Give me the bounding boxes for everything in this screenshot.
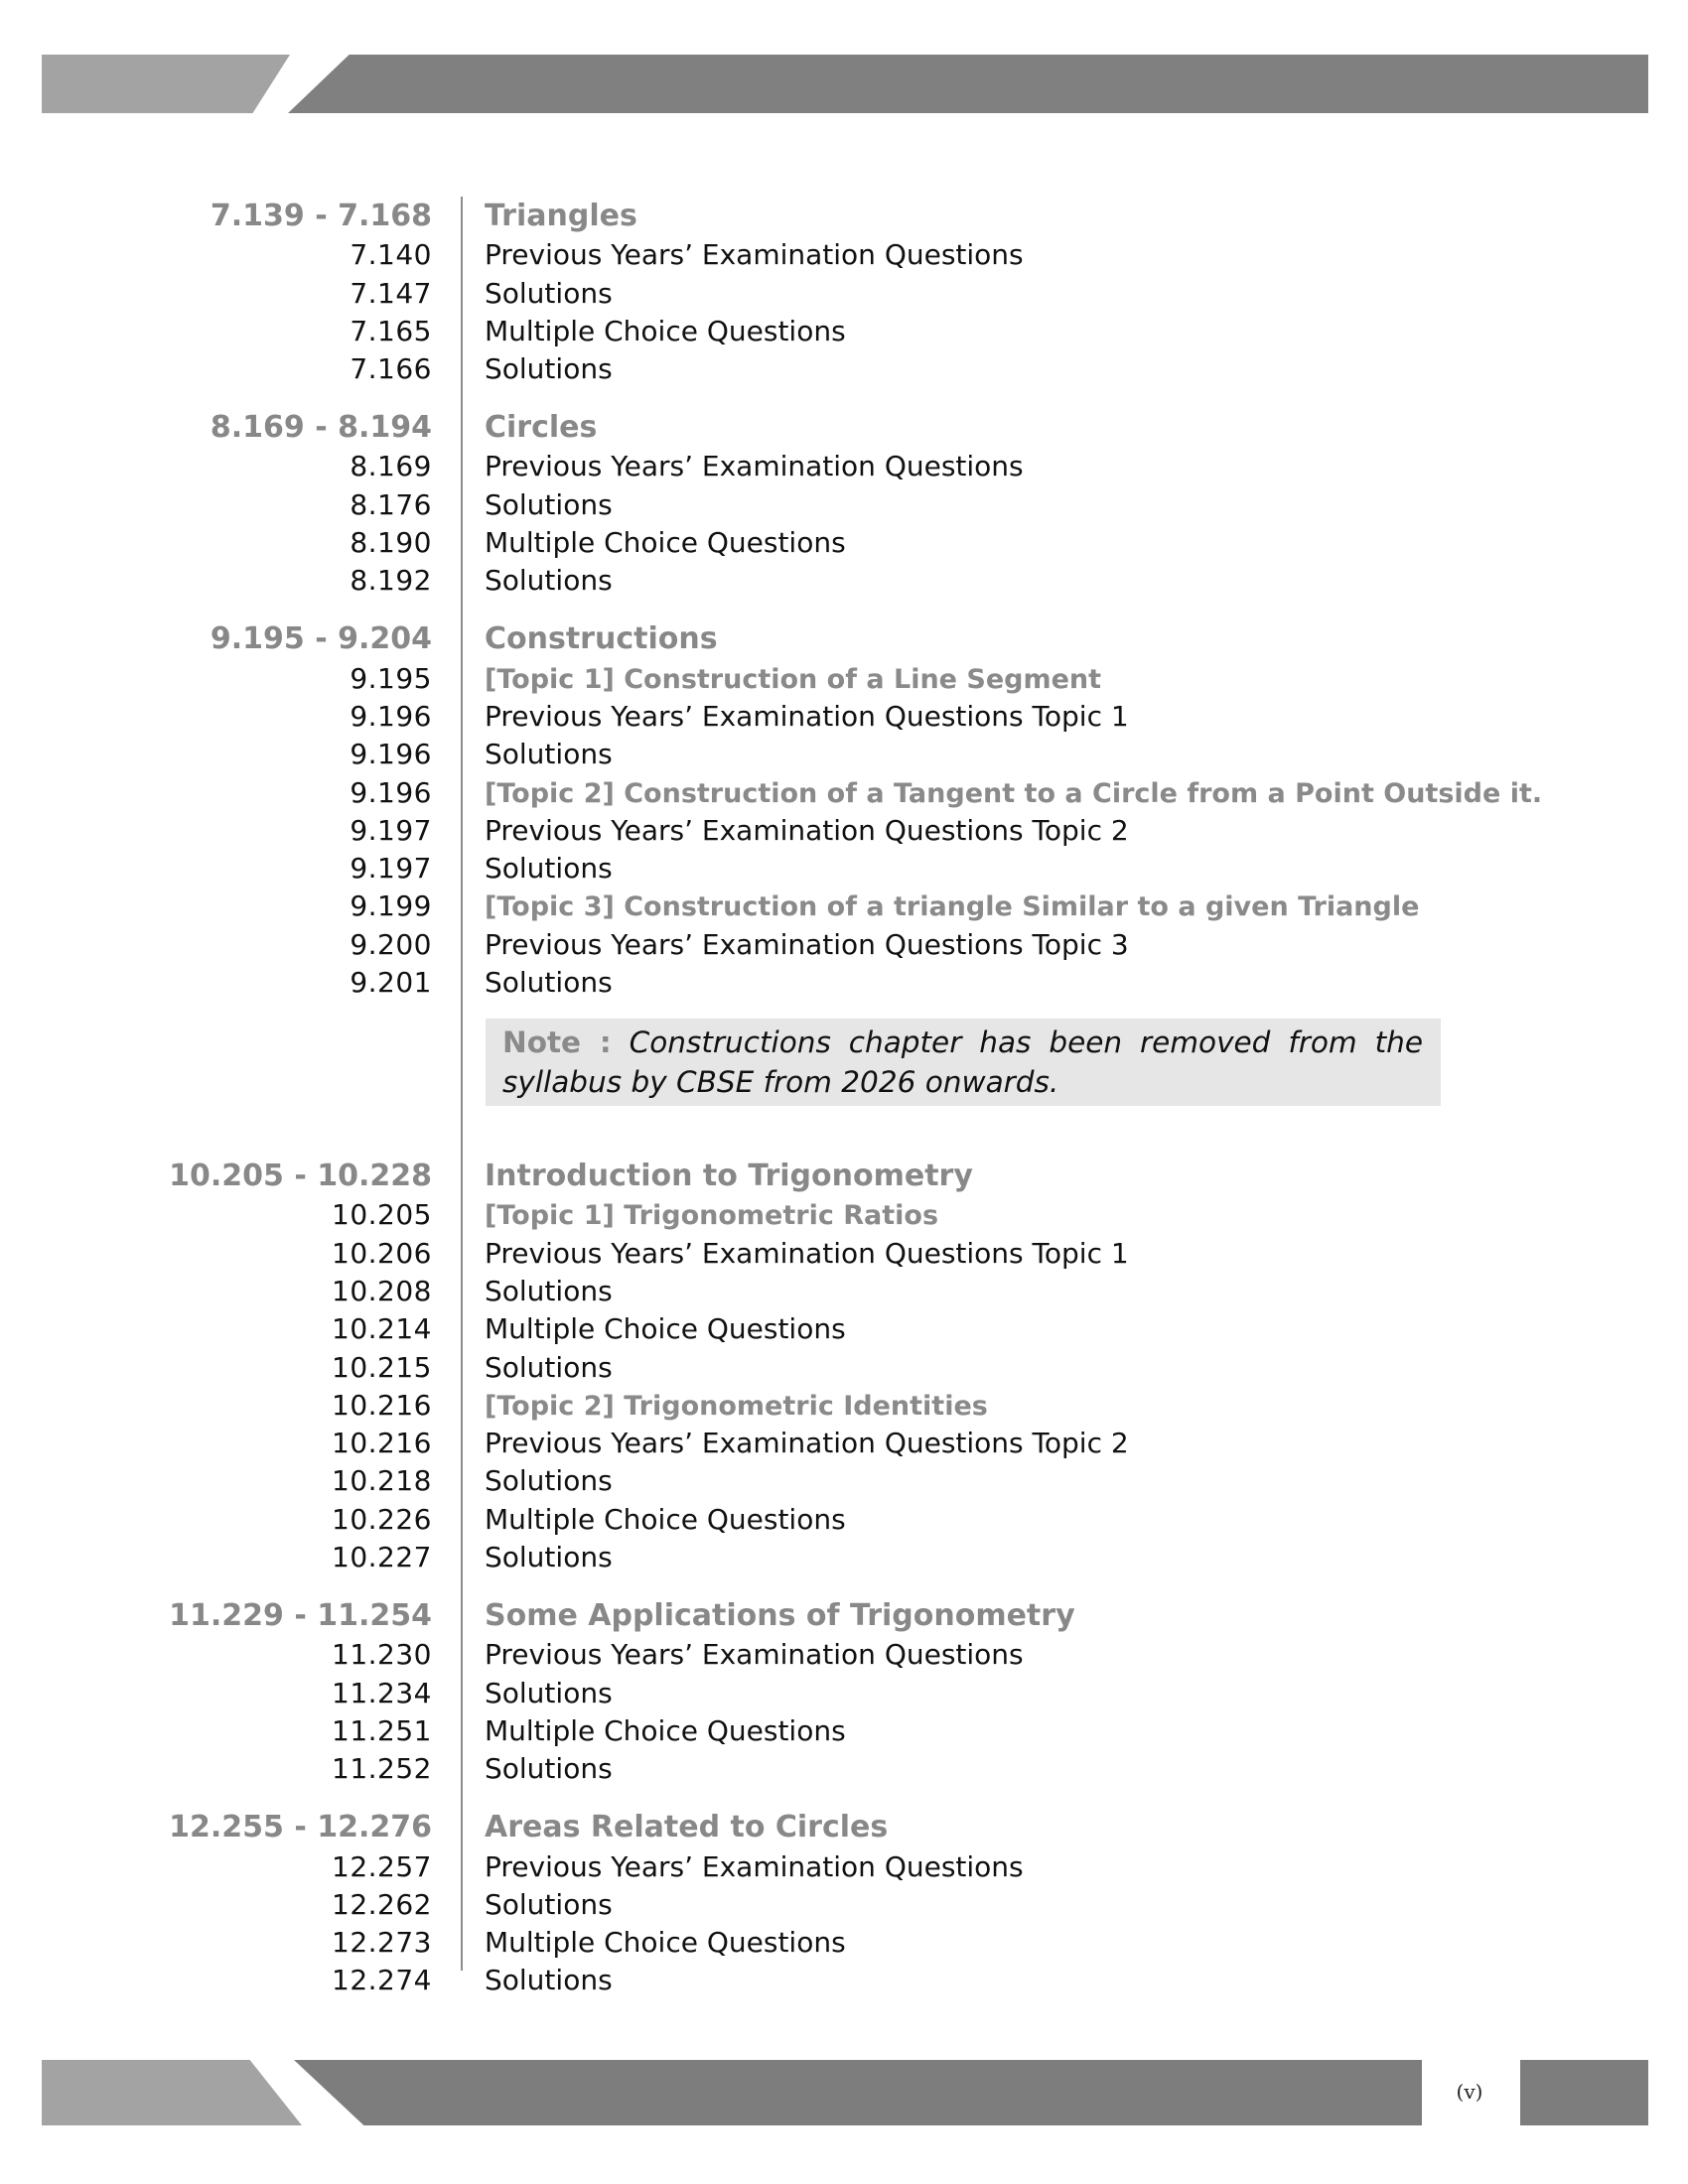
page-range: 9.200 <box>350 927 432 961</box>
page-range: 11.229 - 11.254 <box>169 1598 432 1634</box>
entry-title: Solutions <box>485 1964 613 1997</box>
toc-item-row <box>0 521 1688 559</box>
page-range: 9.201 <box>350 966 432 1000</box>
toc-item-row <box>0 482 1688 520</box>
entry-title: Previous Years’ Examination Questions Topic 3 <box>485 927 1129 961</box>
entry-title: Circles <box>485 410 598 446</box>
page-range: 10.215 <box>332 1350 432 1384</box>
page-range: 12.274 <box>332 1964 432 1997</box>
toc-item-row <box>0 1345 1688 1383</box>
entry-title: Previous Years’ Examination Questions Topic 1 <box>485 1236 1129 1270</box>
page-range: 10.226 <box>332 1502 432 1536</box>
page-range: 7.140 <box>350 238 432 272</box>
page-range: 11.234 <box>332 1676 432 1709</box>
entry-title: Introduction to Trigonometry <box>485 1159 973 1194</box>
entry-title: Constructions <box>485 621 718 657</box>
page-range: 11.230 <box>332 1638 432 1672</box>
page-range: 9.195 <box>350 661 432 695</box>
page-range: 7.139 - 7.168 <box>210 199 432 233</box>
toc-item-row <box>0 1671 1688 1708</box>
entry-title: Solutions <box>485 1274 613 1307</box>
toc-chapter-row <box>0 1154 1688 1193</box>
toc-chapter-row <box>0 194 1688 233</box>
toc-topic-row <box>0 1384 1688 1422</box>
toc-item-row <box>0 347 1688 385</box>
toc-item-row <box>0 695 1688 733</box>
toc-item-row <box>0 1747 1688 1785</box>
entry-title: Solutions <box>485 1541 613 1574</box>
entry-title: Previous Years’ Examination Questions Topic 2 <box>485 1427 1129 1460</box>
toc-chapter-row <box>0 616 1688 656</box>
toc-item-row <box>0 233 1688 271</box>
entry-title: Solutions <box>485 1676 613 1709</box>
entry-title: Previous Years’ Examination Questions Topic 2 <box>485 813 1129 847</box>
entry-title: Triangles <box>485 199 637 233</box>
footer-band-dark <box>294 2060 1422 2125</box>
header-band-dark <box>288 55 1648 113</box>
toc-item-row <box>0 1921 1688 1959</box>
page-range: 9.196 <box>350 775 432 809</box>
note-text: Constructions chapter has been removed from the syllabus by CBSE from 2026 onwards. <box>502 1025 1423 1099</box>
entry-title: Solutions <box>485 564 613 598</box>
page-range: 9.197 <box>350 813 432 847</box>
page-range: 12.255 - 12.276 <box>169 1810 432 1845</box>
toc-item-row <box>0 1231 1688 1269</box>
entry-title: [Topic 3] Construction of a triangle Similar to a given Triangle <box>485 891 1420 923</box>
entry-title: Solutions <box>485 1887 613 1921</box>
toc-item-row <box>0 1422 1688 1459</box>
entry-title: Solutions <box>485 852 613 886</box>
entry-title: Multiple Choice Questions <box>485 1502 846 1536</box>
page-range: 10.227 <box>332 1541 432 1574</box>
page-number: (v) <box>1456 2080 1483 2104</box>
toc-topic-row <box>0 1193 1688 1231</box>
toc-item-row <box>0 961 1688 999</box>
entry-title: Areas Related to Circles <box>485 1810 889 1845</box>
entry-title: Previous Years’ Examination Questions <box>485 238 1024 272</box>
entry-title: [Topic 1] Trigonometric Ratios <box>485 1200 939 1232</box>
footer-band-light <box>42 2060 302 2125</box>
page-range: 8.169 - 8.194 <box>210 410 432 446</box>
page-range: 7.166 <box>350 352 432 386</box>
toc-chapter-row <box>0 1593 1688 1633</box>
entry-title: Solutions <box>485 352 613 386</box>
page-range: 9.195 - 9.204 <box>210 621 432 657</box>
page-range: 9.196 <box>350 699 432 733</box>
page-range: 8.176 <box>350 487 432 521</box>
page-range: 10.208 <box>332 1274 432 1307</box>
toc-item-row <box>0 1497 1688 1535</box>
entry-title: Solutions <box>485 1350 613 1384</box>
entry-title: Previous Years’ Examination Questions <box>485 1638 1024 1672</box>
entry-title: [Topic 2] Trigonometric Identities <box>485 1390 988 1422</box>
page-range: 9.196 <box>350 738 432 771</box>
toc-item-row <box>0 1709 1688 1747</box>
entry-title: Multiple Choice Questions <box>485 1312 846 1346</box>
toc-chapter-row <box>0 1805 1688 1844</box>
entry-title: Some Applications of Trigonometry <box>485 1598 1075 1634</box>
page-range: 12.257 <box>332 1849 432 1883</box>
entry-title: Solutions <box>485 738 613 771</box>
entry-title: Multiple Choice Questions <box>485 314 846 347</box>
page-range: 8.190 <box>350 526 432 560</box>
toc-item-row <box>0 1844 1688 1882</box>
toc-item-row <box>0 1459 1688 1497</box>
toc-item-row <box>0 1633 1688 1671</box>
toc-item-row <box>0 922 1688 960</box>
page-range: 9.197 <box>350 852 432 886</box>
page-range: 10.214 <box>332 1312 432 1346</box>
toc-chapter-row <box>0 405 1688 445</box>
entry-title: Solutions <box>485 487 613 521</box>
toc-item-row <box>0 847 1688 885</box>
toc-item-row <box>0 733 1688 770</box>
toc-item-row <box>0 271 1688 309</box>
toc-item-row <box>0 445 1688 482</box>
page-range: 11.252 <box>332 1752 432 1786</box>
note-label: Note : <box>502 1025 612 1059</box>
footer-band-right <box>1520 2060 1648 2125</box>
page-range: 12.262 <box>332 1887 432 1921</box>
page-range: 10.205 <box>332 1198 432 1232</box>
entry-title: Multiple Choice Questions <box>485 1926 846 1960</box>
syllabus-note <box>486 1019 1441 1106</box>
page-range: 10.216 <box>332 1388 432 1422</box>
header-band-light <box>42 55 290 113</box>
toc-item-row <box>0 1270 1688 1307</box>
entry-title: [Topic 2] Construction of a Tangent to a Circle from a Point Outside it. <box>485 777 1543 809</box>
toc-item-row <box>0 1536 1688 1573</box>
page-range: 7.147 <box>350 276 432 310</box>
entry-title: [Topic 1] Construction of a Line Segment <box>485 663 1102 695</box>
toc-item-row <box>0 809 1688 847</box>
entry-title: Solutions <box>485 1464 613 1498</box>
entry-title: Previous Years’ Examination Questions <box>485 450 1024 483</box>
entry-title: Previous Years’ Examination Questions <box>485 1849 1024 1883</box>
page-range: 9.199 <box>350 889 432 923</box>
entry-title: Solutions <box>485 966 613 1000</box>
page-range: 7.165 <box>350 314 432 347</box>
toc-topic-row <box>0 885 1688 922</box>
entry-title: Multiple Choice Questions <box>485 526 846 560</box>
entry-title: Solutions <box>485 1752 613 1786</box>
toc-item-row <box>0 310 1688 347</box>
page-range: 10.206 <box>332 1236 432 1270</box>
page-range: 11.251 <box>332 1713 432 1747</box>
entry-title: Multiple Choice Questions <box>485 1713 846 1747</box>
page-range: 10.218 <box>332 1464 432 1498</box>
page-range: 10.205 - 10.228 <box>169 1159 432 1194</box>
toc-topic-row <box>0 656 1688 694</box>
toc-item-row <box>0 1959 1688 1996</box>
page-range: 8.169 <box>350 450 432 483</box>
toc-item-row <box>0 1883 1688 1921</box>
entry-title: Previous Years’ Examination Questions Topic 1 <box>485 699 1129 733</box>
page-range: 12.273 <box>332 1926 432 1960</box>
toc-item-row <box>0 1307 1688 1345</box>
page-range: 8.192 <box>350 564 432 598</box>
page-range: 10.216 <box>332 1427 432 1460</box>
entry-title: Solutions <box>485 276 613 310</box>
toc-topic-row <box>0 770 1688 808</box>
toc-item-row <box>0 559 1688 597</box>
